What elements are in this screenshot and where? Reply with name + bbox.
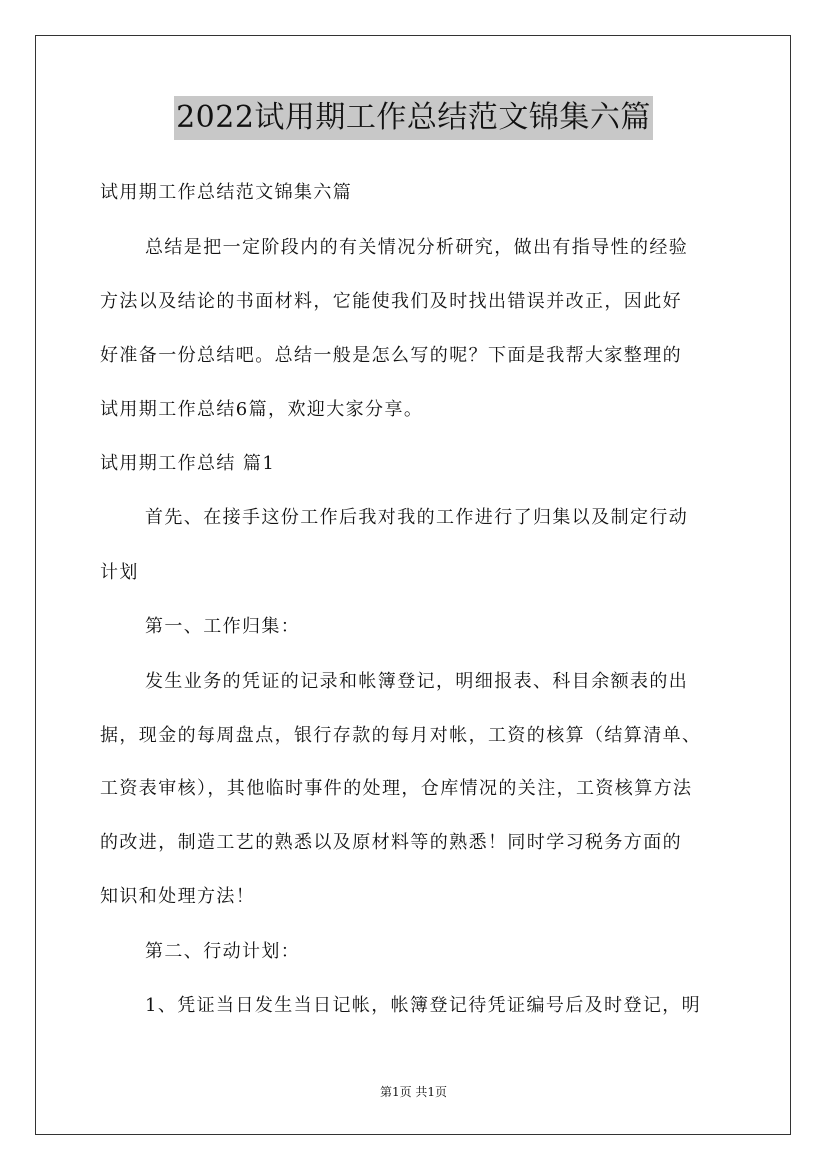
paragraph-line: 第一、工作归集： bbox=[145, 616, 301, 637]
paragraph-line: 首先、在接手这份工作后我对我的工作进行了归集以及制定行动 bbox=[145, 507, 689, 528]
paragraph-line: 工资表审核），其他临时事件的处理，仓库情况的关注，工资核算方法 bbox=[100, 778, 693, 799]
paragraph-line: 发生业务的凭证的记录和帐簿登记，明细报表、科目余额表的出 bbox=[145, 671, 689, 692]
paragraph-line: 1、凭证当日发生当日记帐，帐簿登记待凭证编号后及时登记，明 bbox=[145, 995, 702, 1016]
paragraph-line: 好准备一份总结吧。总结一般是怎么写的呢？下面是我帮大家整理的 bbox=[100, 345, 682, 366]
section-heading: 试用期工作总结 篇1 bbox=[100, 453, 276, 474]
document-title: 2022试用期工作总结范文锦集六篇 bbox=[174, 96, 653, 140]
paragraph-line: 总结是把一定阶段内的有关情况分析研究，做出有指导性的经验 bbox=[145, 237, 689, 258]
paragraph-line: 知识和处理方法！ bbox=[100, 886, 256, 907]
paragraph-line: 的改进，制造工艺的熟悉以及原材料等的熟悉！同时学习税务方面的 bbox=[100, 832, 682, 853]
title-container bbox=[0, 96, 827, 140]
paragraph-line: 计划 bbox=[100, 562, 139, 583]
paragraph-line: 方法以及结论的书面材料，它能使我们及时找出错误并改正，因此好 bbox=[100, 291, 682, 312]
paragraph-line: 试用期工作总结6篇，欢迎大家分享。 bbox=[100, 399, 424, 420]
subtitle-line: 试用期工作总结范文锦集六篇 bbox=[100, 182, 353, 203]
paragraph-line: 据，现金的每周盘点，银行存款的每月对帐，工资的核算（结算清单、 bbox=[100, 725, 702, 746]
page-footer: 第1页 共1页 bbox=[379, 1085, 448, 1099]
paragraph-line: 第二、行动计划： bbox=[145, 941, 301, 962]
